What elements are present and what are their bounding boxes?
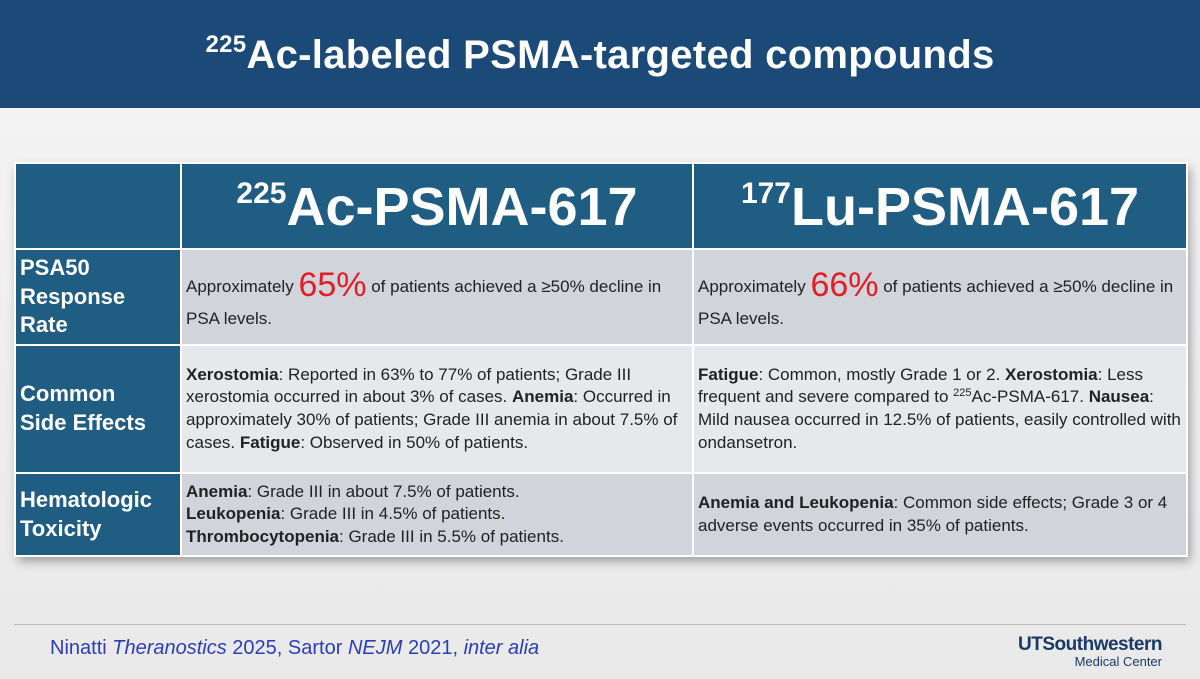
comparison-table [14,162,1186,555]
citation: Ninatti Theranostics 2025, Sartor NEJM 2021, inter alia [50,637,540,659]
lu-percent: 66% [810,266,879,305]
table-row [15,345,1187,473]
title-text: Ac-labeled PSMA-targeted compounds [246,32,995,77]
title-bar [0,0,1200,108]
table-row [15,249,1187,345]
table-corner [15,163,181,249]
cell-lu-psa50: Approximately 66% of patients achieved a ≥50% decline in PSA levels. [693,249,1187,345]
row-header-psa50: PSA50 Response Rate [15,249,181,345]
cell-ac-side-effects: Xerostomia: Reported in 63% to 77% of patients; Grade III xerostomia occurred in about 3% of cases. Anemia: Occurred in approximately 30% of patients; Grade III anemia in about 7.5% of cases. Fatigue: Observed in 50% of patients. [181,345,693,473]
row-header-hematologic: Hematologic Toxicity [15,473,181,556]
logo-sub-text: Medical Center [1074,654,1162,669]
title-isotope: 225 [205,30,247,58]
logo-main-text: UTSouthwestern [1018,634,1162,655]
column-header-ac: $^{225}$Ac-PSMA-617 [181,163,693,249]
cell-ac-psa50: Approximately 65% of patients achieved a ≥50% decline in PSA levels. [181,249,693,345]
footer-divider [14,624,1186,625]
cell-lu-hematologic: Anemia and Leukopenia: Common side effects; Grade 3 or 4 adverse events occurred in 35% of patients. [693,473,1187,556]
ac-percent: 65% [298,266,367,305]
column-header-lu: $^{177}$Lu-PSMA-617 [693,163,1187,249]
row-header-side-effects: Common Side Effects [15,345,181,473]
ut-southwestern-logo [1012,634,1162,669]
table-header-row [15,163,1187,249]
slide-title [205,31,994,78]
cell-ac-hematologic: Anemia: Grade III in about 7.5% of patients. Leukopenia: Grade III in 4.5% of patients. Thrombocytopenia: Grade III in 5.5% of patients. [181,473,693,556]
cell-lu-side-effects: Fatigue: Common, mostly Grade 1 or 2. Xerostomia: Less frequent and severe compared to $^{225}$Ac-PSMA-617. Nausea: Mild nausea occurred in 12.5% of patients, easily controlled with ondansetron. [693,345,1187,473]
table-row [15,473,1187,556]
